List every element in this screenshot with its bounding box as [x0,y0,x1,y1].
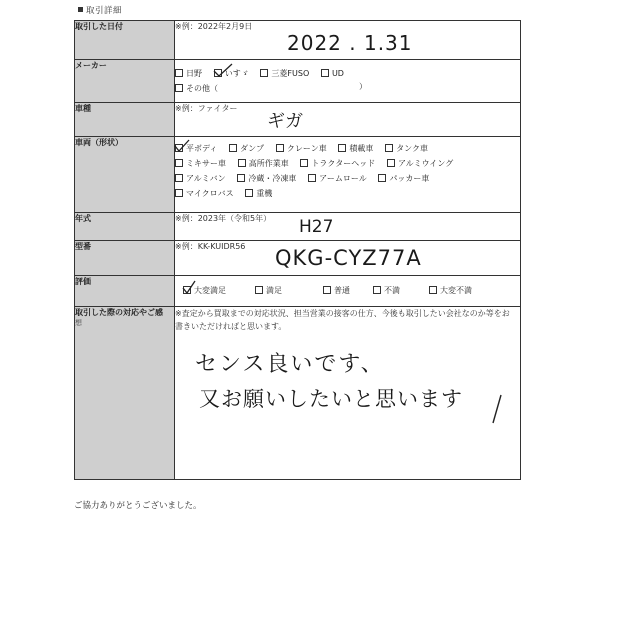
rating-label: 評価 [75,275,175,306]
checkbox[interactable] [373,286,381,294]
checkbox[interactable] [385,144,393,152]
checkbox[interactable] [175,189,183,197]
model-hint: ※例：ファイター [175,103,238,113]
body-cell [175,137,521,212]
checkbox[interactable] [260,69,268,77]
model-cell[interactable] [175,102,521,137]
checkbox[interactable] [338,144,346,152]
checkbox[interactable] [214,69,222,77]
body-option-dump[interactable]: ダンプ [229,141,264,156]
rating-option-very-dissatisfied[interactable]: 大変不満 [429,283,472,298]
maker-option-fuso[interactable]: 三菱FUSO [260,66,309,81]
checkbox[interactable] [429,286,437,294]
footer-thanks: ご協力ありがとうございました。 [74,501,202,511]
body-option-aerial[interactable]: 高所作業車 [238,156,289,171]
body-option-packer[interactable]: パッカー車 [378,171,429,186]
body-option-tractor[interactable]: トラクターヘッド [300,156,375,171]
maker-option-isuzu[interactable]: いすゞ [214,66,249,81]
rating-option-neutral[interactable]: 普通 [323,283,350,298]
body-label: 車両（形状） [75,137,175,212]
year-value: H27 [299,216,334,237]
maker-option-other[interactable]: その他（ [175,81,218,96]
body-option-crane[interactable]: クレーン車 [276,141,327,156]
body-option-refrigerated[interactable]: 冷蔵・冷凍車 [237,171,296,186]
pen-stroke [490,393,504,427]
body-option-heavy[interactable]: 重機 [245,186,272,201]
type-hint: ※例：KK-KUIDR56 [175,242,246,252]
checkbox[interactable] [378,174,386,182]
checkbox[interactable] [175,144,183,152]
checkbox[interactable] [238,159,246,167]
checkbox[interactable] [245,189,253,197]
checkbox[interactable] [175,84,183,92]
body-option-mixer[interactable]: ミキサー車 [175,156,226,171]
type-label: 型番 [75,241,175,276]
checkbox[interactable] [387,159,395,167]
date-label: 取引した日付 [75,21,175,60]
model-label: 車種 [75,102,175,137]
type-cell[interactable] [175,241,521,276]
maker-other-close: ） [359,81,367,91]
maker-option-hino[interactable]: 日野 [175,66,202,81]
checkbox[interactable] [183,286,191,294]
comment-label: 取引した際の対応やご感 想 [75,306,175,479]
body-option-flat[interactable]: 平ボディ [175,141,217,156]
checkbox[interactable] [175,174,183,182]
body-option-tank[interactable]: タンク車 [385,141,428,156]
checkbox[interactable] [300,159,308,167]
checkbox[interactable] [175,159,183,167]
checkbox[interactable] [323,286,331,294]
year-label: 年式 [75,212,175,241]
model-value: ギガ [267,110,303,132]
rating-option-satisfied[interactable]: 満足 [255,283,282,298]
year-cell[interactable] [175,212,521,241]
body-option-microbus[interactable]: マイクロバス [175,186,234,201]
date-hint: ※例：2022年2月9日 [175,22,253,31]
maker-label: メーカー [75,59,175,102]
checkbox[interactable] [276,144,284,152]
checkbox[interactable] [237,174,245,182]
checkbox[interactable] [175,69,183,77]
comment-line-2: 又お願いしたいと思います [199,386,463,411]
body-option-van[interactable]: アルミバン [175,171,226,186]
comment-cell[interactable] [175,306,521,479]
year-hint: ※例：2023年（令和5年） [175,213,272,223]
type-value: QKG-CYZ77A [275,246,422,271]
maker-cell [175,59,521,102]
checkbox[interactable] [321,69,329,77]
rating-option-dissatisfied[interactable]: 不満 [373,283,400,298]
body-option-wing[interactable]: アルミウイング [387,156,453,171]
maker-option-ud[interactable]: UD [321,66,344,81]
body-option-carrier[interactable]: 積載車 [338,141,373,156]
rating-option-very-satisfied[interactable]: 大変満足 [183,283,226,298]
rating-cell [175,275,521,306]
checkbox[interactable] [308,174,316,182]
section-title: 取引詳細 [78,4,122,16]
trade-detail-form [74,20,521,480]
comment-line-1: センス良いです、 [195,351,385,377]
checkbox[interactable] [229,144,237,152]
date-value: 2022 . 1.31 [287,31,413,55]
comment-hint: ※査定から買取までの対応状況、担当営業の接客の仕方、今後も取引したい会社なのか等をお書きいただければと思います。 [175,308,510,331]
checkbox[interactable] [255,286,263,294]
body-option-armroll[interactable]: アームロール [308,171,367,186]
date-cell[interactable] [175,21,521,60]
